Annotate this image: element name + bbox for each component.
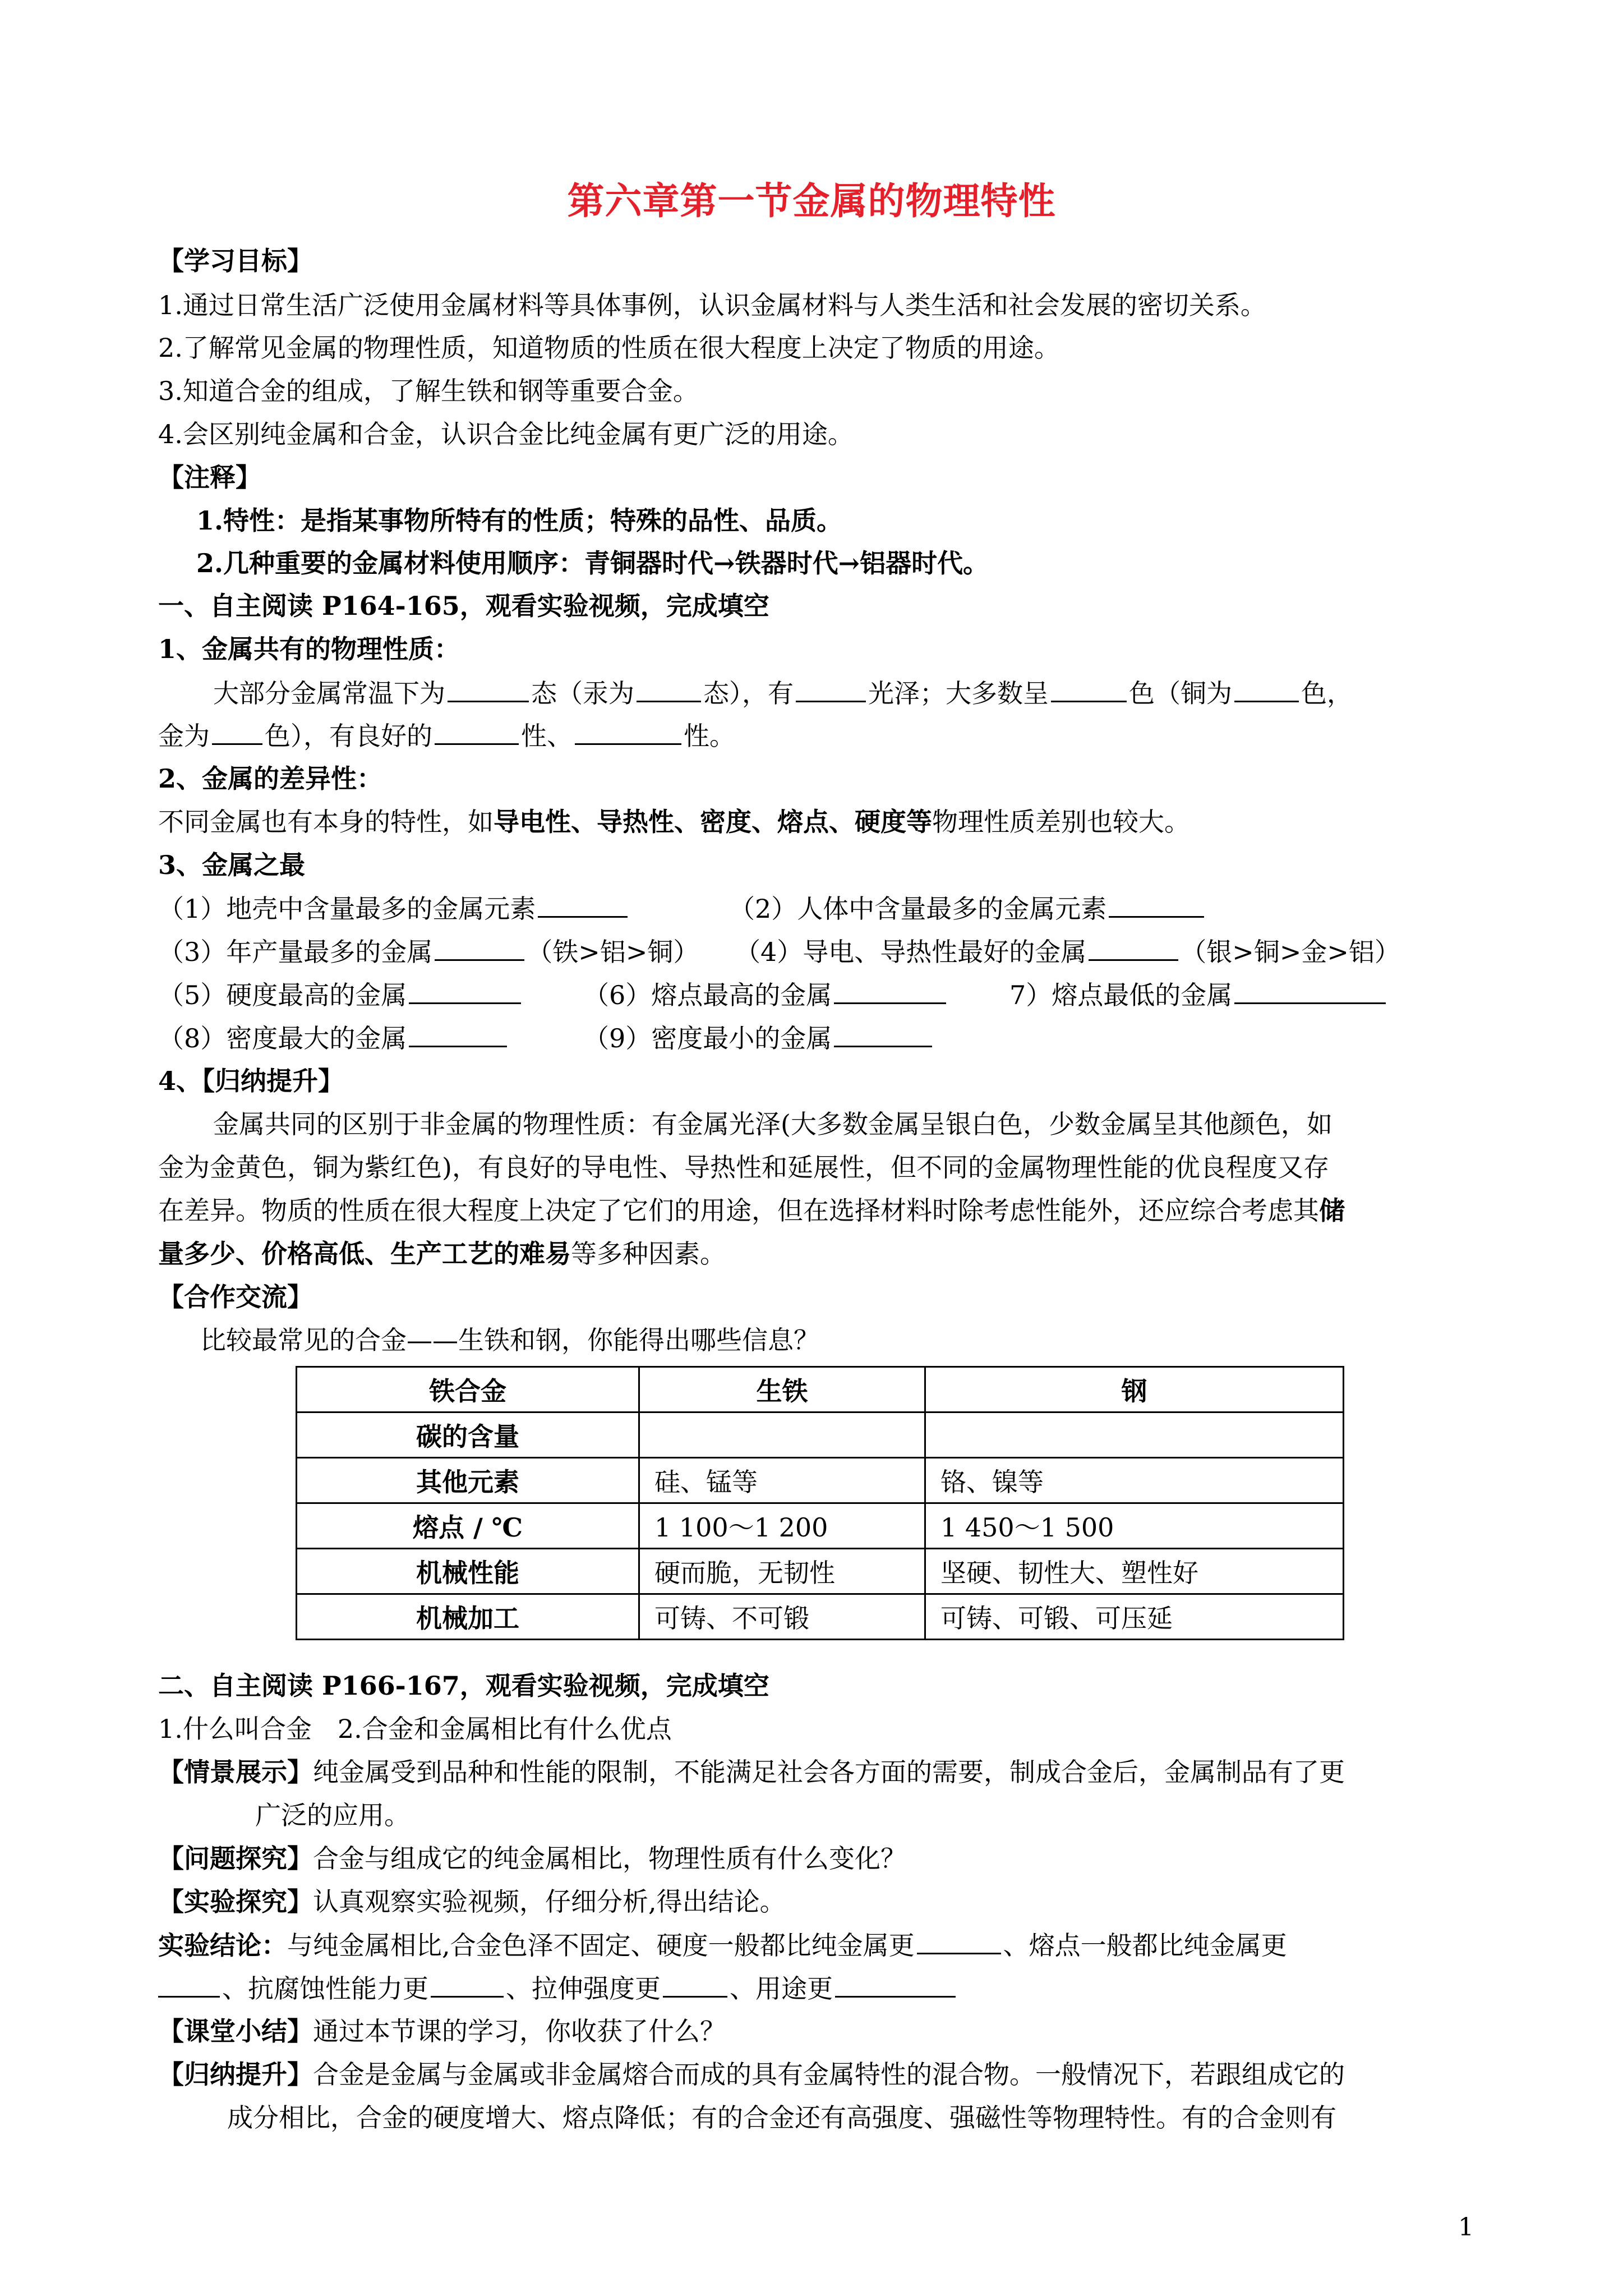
table-cell: 碳的含量 [297,1412,639,1458]
notes-heading: 【注释】 [158,462,261,493]
blank[interactable] [917,1928,1001,1954]
blank[interactable] [835,1971,956,1998]
blank[interactable] [1234,978,1386,1004]
blank[interactable] [435,935,524,961]
section1-sub4: 4、【归纳提升】 [158,1066,344,1096]
blank[interactable] [1234,676,1299,702]
question-7: 7）熔点最低的金属 [1009,978,1388,1012]
blank[interactable] [796,676,866,702]
question-5: （5）硬度最高的金属 [158,978,523,1012]
blank[interactable] [1089,935,1178,961]
table-cell: 机械性能 [297,1549,639,1594]
table-cell: 1 450～1 500 [925,1503,1344,1549]
summary-line: 在差异。物质的性质在很大程度上决定了它们的用途，但在选择材料时除考虑性能外，还应综合考虑其储 [158,1195,1345,1226]
table-cell [925,1412,1344,1458]
table-row [297,1594,1344,1640]
objective-item: 1.通过日常生活广泛使用金属材料等具体事例，认识金属材料与人类生活和社会发展的密切关系。 [158,290,1266,320]
question-1: （1）地壳中含量最多的金属元素 [158,891,630,926]
question-8: （8）密度最大的金属 [158,1021,509,1055]
summary-line: 金属共同的区别于非金属的物理性质：有金属光泽(大多数金属呈银白色，少数金属呈其他颜色，如 [213,1109,1332,1139]
table-cell: 硬而脆，无韧性 [639,1549,925,1594]
table-cell: 可铸、不可锻 [639,1594,925,1640]
question-3: （3）年产量最多的金属 （铁>铝>铜） [158,935,699,969]
objective-item: 4.会区别纯金属和合金，认识合金比纯金属有更广泛的用途。 [158,419,854,449]
objective-item: 2.了解常见金属的物理性质，知道物质的性质在很大程度上决定了物质的用途。 [158,333,1060,363]
table-row [297,1412,1344,1458]
table-cell: 硅、锰等 [639,1458,925,1503]
table-cell: 其他元素 [297,1458,639,1503]
table-cell [639,1412,925,1458]
table-cell: 机械加工 [297,1594,639,1640]
conclusion-line: 、抗腐蚀性能力更 、拉伸强度更 、用途更 [158,1971,958,2005]
fill-line-1: 大部分金属常温下为 态（汞为 态），有 光泽；大多数呈 色（铜为 色， [213,676,1353,710]
question-4: （4）导电、导热性最好的金属 （银>铜>金>铝） [735,935,1400,969]
coop-heading: 【合作交流】 [158,1282,313,1312]
table-cell: 可铸、可锻、可压延 [925,1594,1344,1640]
scene-line: 【情景展示】纯金属受到品种和性能的限制，不能满足社会各方面的需要，制成合金后，金属制品有了更 [158,1757,1345,1787]
blank[interactable] [538,891,628,918]
blank[interactable] [637,676,701,702]
page-title: 第六章第一节金属的物理特性 [567,179,1056,223]
blank[interactable] [1109,891,1204,918]
table-cell: 坚硬、韧性大、塑性好 [925,1549,1344,1594]
section1-sub2: 2、金属的差异性： [158,763,383,794]
fill-line-2: 金为 色），有良好的 性、 性。 [158,719,735,753]
table-header-cell: 铁合金 [297,1367,639,1412]
sub2-text: 不同金属也有本身的特性，如导电性、导热性、密度、熔点、硬度等物理性质差别也较大。 [158,807,1190,837]
table-header-row [297,1367,1344,1412]
blank[interactable] [431,1971,504,1998]
table-row [297,1549,1344,1594]
table-cell: 熔点 / ℃ [297,1503,639,1549]
coop-intro: 比较最常见的合金——生铁和钢，你能得出哪些信息？ [200,1325,819,1355]
table-header-cell: 钢 [925,1367,1344,1412]
blank[interactable] [834,978,946,1004]
blank[interactable] [663,1971,727,1998]
section1-heading: 一、自主阅读 P164-165，观看实验视频，完成填空 [158,591,769,621]
note-item: 2.几种重要的金属材料使用顺序：青铜器时代→铁器时代→铝器时代。 [196,548,989,578]
section2-heading: 二、自主阅读 P166-167，观看实验视频，完成填空 [158,1671,769,1701]
class-summary-line: 【课堂小结】通过本节课的学习，你收获了什么？ [158,2016,726,2046]
scene-line: 广泛的应用。 [255,1800,410,1830]
summary-line: 量多少、价格高低、生产工艺的难易等多种因素。 [158,1239,726,1269]
table-cell: 1 100～1 200 [639,1503,925,1549]
section1-sub3: 3、金属之最 [158,850,306,880]
blank[interactable] [448,676,529,702]
blank[interactable] [409,978,521,1004]
induction-line: 【归纳提升】合金是金属与金属或非金属熔合而成的具有金属特性的混合物。一般情况下，若跟组成它的 [158,2059,1345,2090]
blank[interactable] [435,719,519,745]
experiment-line: 【实验探究】认真观察实验视频，仔细分析,得出结论。 [158,1887,786,1917]
iron-alloy-table [296,1366,1344,1640]
blank[interactable] [834,1021,932,1047]
problem-line: 【问题探究】合金与组成它的纯金属相比，物理性质有什么变化？ [158,1843,906,1874]
page-number: 1 [1458,2213,1474,2242]
question-9: （9）密度最小的金属 [583,1021,934,1055]
note-item: 1.特性：是指某事物所特有的性质；特殊的品性、品质。 [196,505,843,536]
summary-line: 金为金黄色，铜为紫红色)，有良好的导电性、导热性和延展性，但不同的金属物理性能的优良程度又存 [158,1152,1329,1182]
blank[interactable] [158,1971,220,1998]
blank[interactable] [1051,676,1127,702]
question-2: （2）人体中含量最多的金属元素 [729,891,1206,926]
objective-item: 3.知道合金的组成，了解生铁和钢等重要合金。 [158,376,699,406]
section1-sub1: 1、金属共有的物理性质： [158,634,460,664]
table-cell: 铬、镍等 [925,1458,1344,1503]
section2-questions: 1.什么叫合金 2.合金和金属相比有什么优点 [158,1714,672,1744]
blank[interactable] [409,1021,507,1047]
objectives-heading: 【学习目标】 [158,246,313,276]
question-6: （6）熔点最高的金属 [583,978,948,1012]
blank[interactable] [575,719,681,745]
conclusion-line: 实验结论：与纯金属相比,合金色泽不固定、硬度一般都比纯金属更 、熔点一般都比纯金属更 [158,1928,1287,1962]
table-row [297,1458,1344,1503]
induction-line: 成分相比，合金的硬度增大、熔点降低；有的合金还有高强度、强磁性等物理特性。有的合金则有 [227,2102,1336,2133]
table-row [297,1503,1344,1549]
blank[interactable] [212,719,262,745]
table-header-cell: 生铁 [639,1367,925,1412]
